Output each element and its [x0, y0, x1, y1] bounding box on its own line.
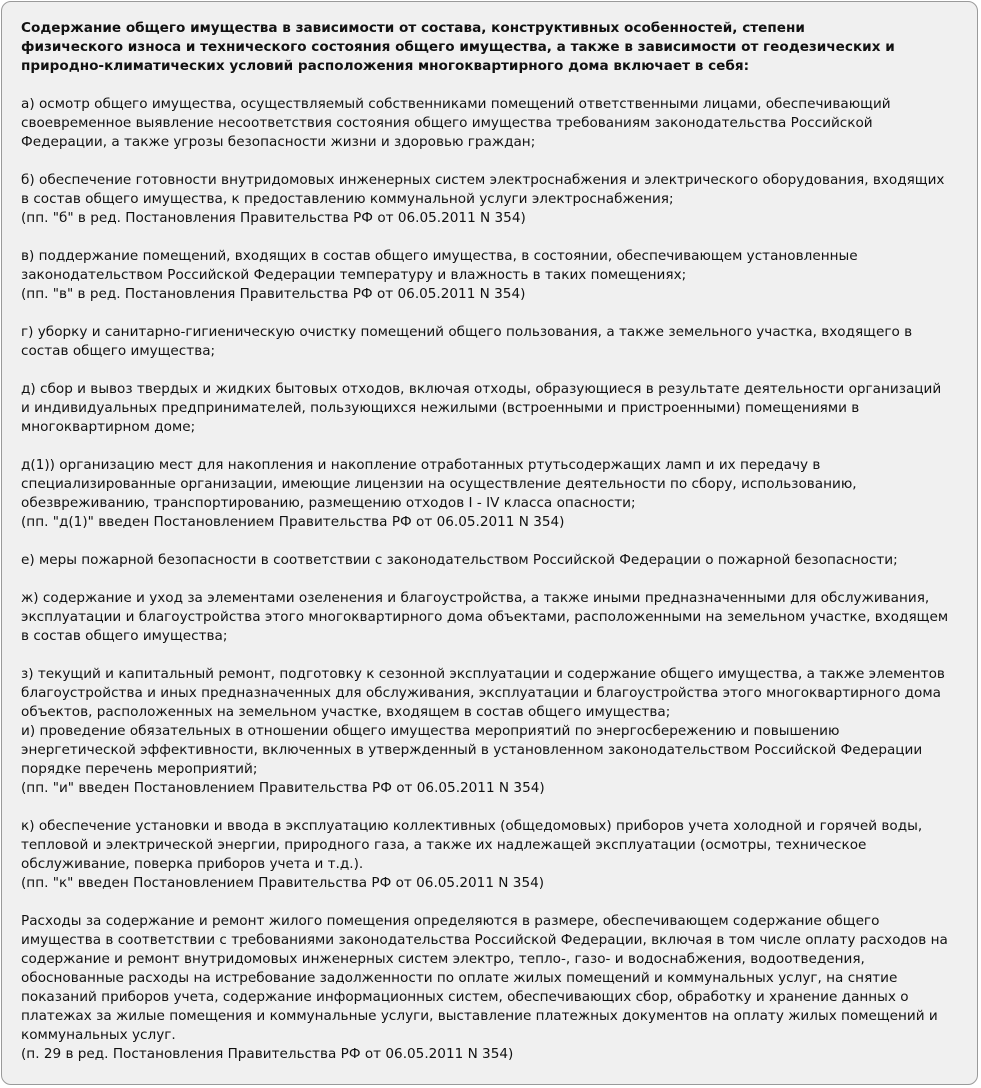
clause-d1: д(1)) организацию мест для накопления и накопление отработанных ртутьсодержащих ламп и их передачу в специализированные организации, имеющие лицензии на осуществление деятельности по сбору, использованию, обезвреживанию, транспортированию, размещению отходов I - IV класса опасности; (пп. "д(1)" введен Постановлением Правительства РФ от 06.05.2011 N 354): [21, 457, 857, 530]
clause-k: к) обеспечение установки и ввода в эксплуатацию коллективных (общедомовых) приборов учета холодной и горячей воды, тепловой и электрической энергии, природного газа, а также их надлежащей эксплуатации (осмотры, техническое обслуживание, поверка приборов учета и т.д.). (пп. "к" введен Постановлением Правительства РФ от 06.05.2011 N 354): [21, 818, 923, 891]
clause-v: в) поддержание помещений, входящих в состав общего имущества, в состоянии, обеспечивающем установленные законодательством Российской Федерации температуру и влажность в таких помещениях; (пп. "в" в ред. Постановления Правительства РФ от 06.05.2011 N 354): [21, 248, 858, 302]
clause-b: б) обеспечение готовности внутридомовых инженерных систем электроснабжения и электрического оборудования, входящих в состав общего имущества, к предоставлению коммунальной услуги электроснабжения; (пп. "б" в ред. Постановления Правительства РФ от 06.05.2011 N 354): [21, 172, 945, 226]
clause-z: з) текущий и капитальный ремонт, подготовку к сезонной эксплуатации и содержание общего имущества, а также элементов благоустройства и иных предназначенных для обслуживания, эксплуатации и благоустройства этого многоквартирного дома объектов, расположенных на земельном участке, входящем в состав общего имущества;: [21, 666, 945, 720]
clause-d: д) сбор и вывоз твердых и жидких бытовых отходов, включая отходы, образующиеся в результате деятельности организаций и индивидуальных предпринимателей, пользующихся нежилыми (встроенными и пристроенными) помещениями в многоквартирном доме;: [21, 381, 942, 435]
clause-g: г) уборку и санитарно-гигиеническую очистку помещений общего пользования, а также земельного участка, входящего в состав общего имущества;: [21, 324, 913, 359]
clause-zh: ж) содержание и уход за элементами озеленения и благоустройства, а также иными предназначенными для обслуживания, эксплуатации и благоустройства этого многоквартирного дома объектами, расположенными на земельном участке, входящем в состав общего имущества;: [21, 590, 949, 644]
clause-a: а) осмотр общего имущества, осуществляемый собственниками помещений ответственными лицами, обеспечивающий своевременное выявление несоответствия состояния общего имущества требованиям законодательства Российской Федерации, а также угрозы безопасности жизни и здоровью граждан;: [21, 96, 891, 150]
expenses-paragraph: Расходы за содержание и ремонт жилого помещения определяются в размере, обеспечивающем содержание общего имущества в соответствии с требованиями законодательства Российской Федерации, включая в том числе оплату расходов на содержание и ремонт внутридомовых инженерных систем электро, тепло-, газо- и водоснабжения, водоотведения, обоснованные расходы на истребование задолженности по оплате жилых помещений и коммунальных услуг, на снятие показаний приборов учета, содержание информационных систем, обеспечивающих сбор, обработку и хранение данных о платежах за жилые помещения и коммунальные услуги, выставление платежных документов на оплату жилых помещений и коммунальных услуг. (п. 29 в ред. Постановления Правительства РФ от 06.05.2011 N 354): [21, 913, 948, 1062]
clause-e: е) меры пожарной безопасности в соответствии с законодательством Российской Федерации о пожарной безопасности;: [21, 552, 898, 568]
document-heading: Содержание общего имущества в зависимости от состава, конструктивных особенностей, степени физического износа и технического состояния общего имущества, а также в зависимости от геодезических и природно-климатических условий расположения многоквартирного дома включает в себя:: [21, 20, 895, 74]
document-box: [1, 1, 978, 1085]
clause-i: и) проведение обязательных в отношении общего имущества мероприятий по энергосбережению и повышению энергетической эффективности, включенных в утвержденный в установленном законодательством Российской Федерации порядке перечень мероприятий; (пп. "и" введен Постановлением Правительства РФ от 06.05.2011 N 354): [21, 723, 923, 796]
